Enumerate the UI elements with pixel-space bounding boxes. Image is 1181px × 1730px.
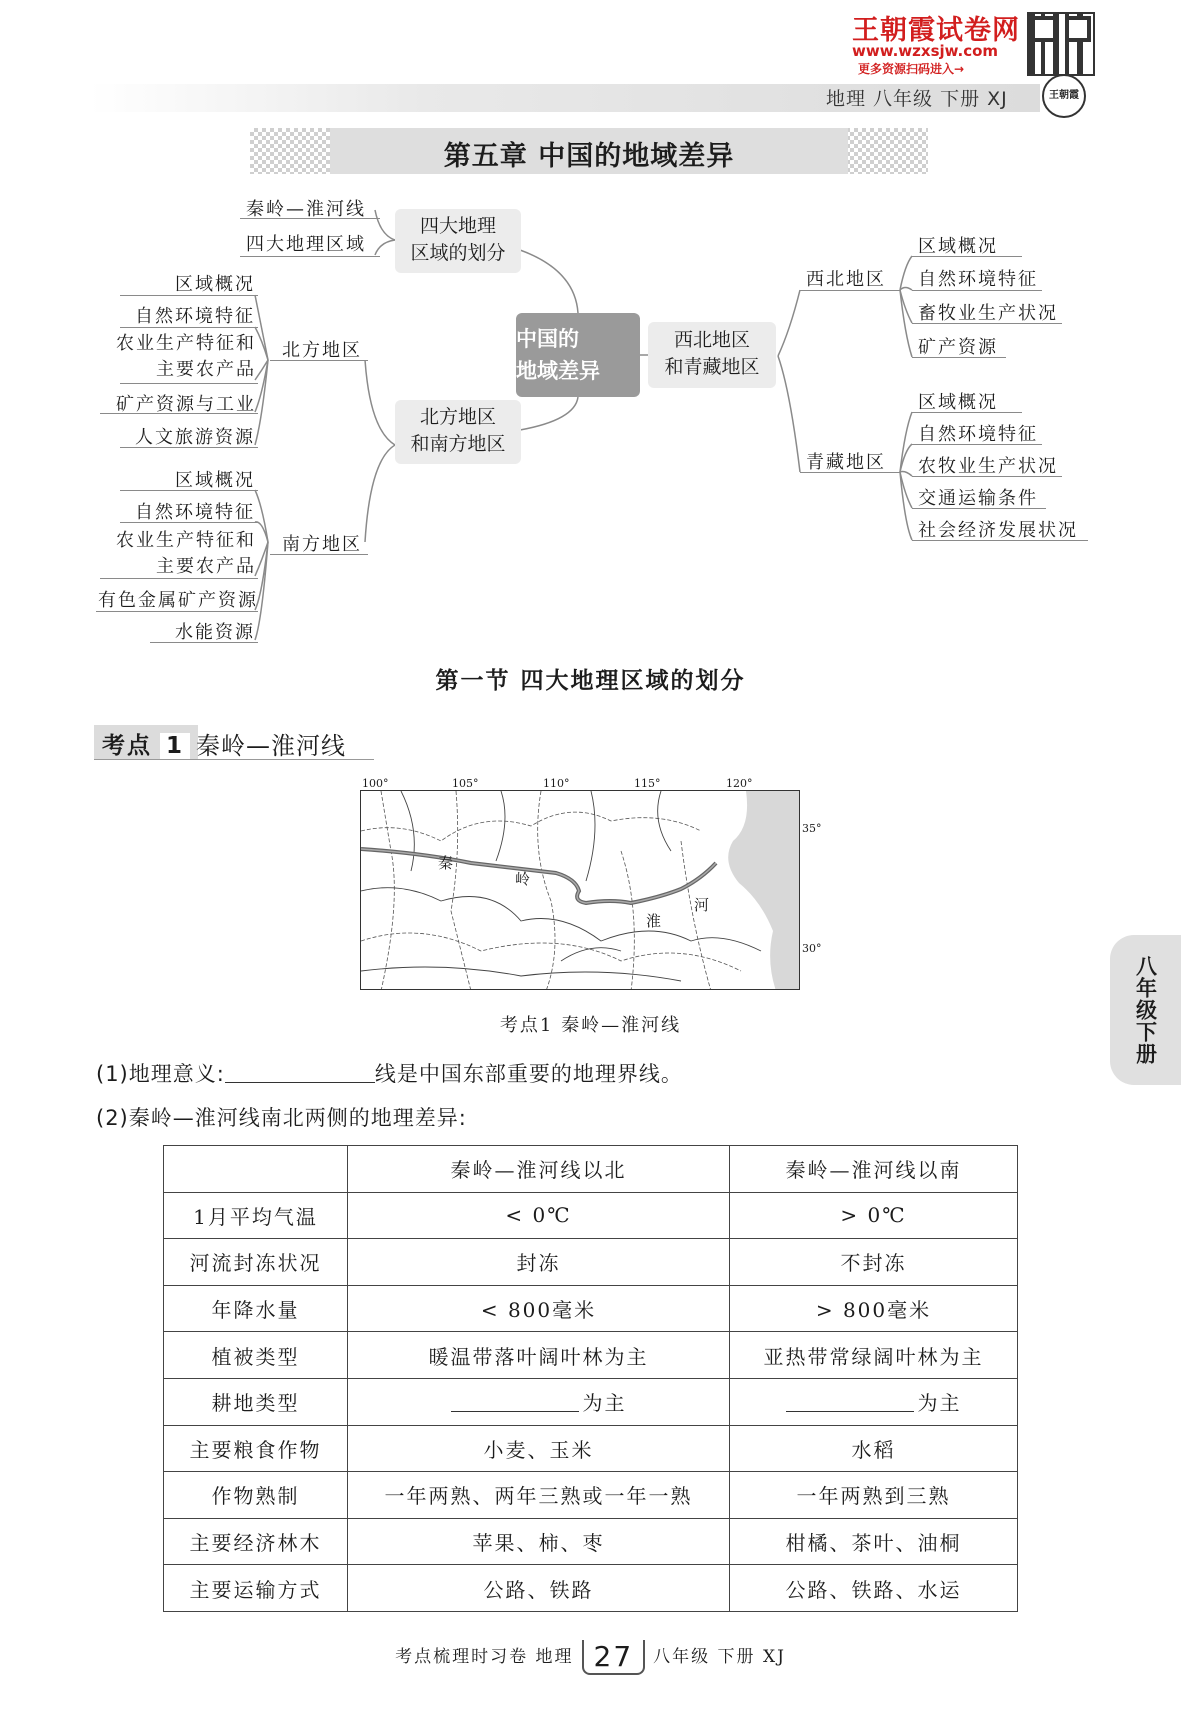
table-header-cell: 秦岭—淮河线以南: [730, 1146, 1018, 1193]
table-cell: 一年两熟到三熟: [730, 1472, 1018, 1519]
question-1: [96, 1058, 683, 1088]
north-leaf-line2: 主要农产品: [156, 359, 256, 380]
table-cell: 主要粮食作物: [164, 1425, 348, 1472]
divider: [240, 256, 380, 257]
north-leaf: [100, 331, 256, 383]
table-row: [164, 1285, 1018, 1332]
tibet-leaf: 区域概况: [918, 392, 998, 413]
north-label: 北方地区: [282, 340, 362, 361]
table-cell: 封冻: [348, 1239, 730, 1286]
q1-suffix: 线是中国东部重要的地理界线。: [374, 1062, 683, 1086]
brand-stamp-icon: 王朝霞: [1042, 74, 1086, 118]
map-lat-label: 30°: [802, 942, 822, 955]
table-cell: < 0℃: [348, 1192, 730, 1239]
map-lat-label: 35°: [802, 822, 822, 835]
mindmap-westtibet-box: [648, 322, 776, 388]
footer-left: 考点梳理时习卷 地理: [395, 1647, 574, 1667]
kp-title: 秦岭—淮河线: [196, 732, 346, 760]
northwest-leaf: 畜牧业生产状况: [918, 303, 1058, 324]
map-lon-label: 120°: [726, 777, 753, 790]
north-leaf: 矿产资源与工业: [116, 394, 256, 415]
kp-number: 1: [160, 733, 190, 759]
table-row: [164, 1378, 1018, 1425]
south-leaf: [96, 528, 256, 580]
south-leaf: 水能资源: [175, 622, 255, 643]
south-leaf: 有色金属矿产资源: [98, 590, 258, 611]
divider: [912, 323, 1062, 324]
table-cell: > 800毫米: [730, 1285, 1018, 1332]
division-leaf: 四大地理区域: [246, 234, 366, 255]
divider: [96, 611, 258, 612]
northwest-label: 西北地区: [806, 269, 886, 290]
brand-title: 王朝霞试卷网: [852, 15, 1020, 46]
map-lon-label: 115°: [634, 777, 661, 790]
map-drawing: [361, 791, 800, 990]
farmland-south-blank[interactable]: [786, 1394, 914, 1412]
mindmap-division-box: [395, 209, 521, 273]
q1-answer-blank[interactable]: [225, 1063, 375, 1083]
table-cell: 河流封冻状况: [164, 1239, 348, 1286]
table-cell: < 800毫米: [348, 1285, 730, 1332]
map-label-qin: 秦: [438, 854, 454, 872]
divider: [120, 383, 258, 384]
table-cell: 年降水量: [164, 1285, 348, 1332]
q1-prefix: (1)地理意义:: [96, 1062, 225, 1086]
table-cell: 一年两熟、两年三熟或一年一熟: [348, 1472, 730, 1519]
south-leaf-line1: 农业生产特征和: [116, 530, 256, 551]
table-cell: 柑橘、茶叶、油桐: [730, 1518, 1018, 1565]
table-header-cell: 秦岭—淮河线以北: [348, 1146, 730, 1193]
divider: [912, 412, 1022, 413]
division-box-line1: 四大地理: [419, 215, 496, 237]
table-row: [164, 1565, 1018, 1612]
section-title: 第一节 四大地理区域的划分: [435, 668, 746, 694]
tibet-leaf: 交通运输条件: [918, 488, 1038, 509]
header-meta: 地理 八年级 下册 XJ: [826, 88, 1008, 110]
northwest-leaf: 区域概况: [918, 236, 998, 257]
map-label-ling: 岭: [515, 870, 531, 888]
farmland-south-suffix: 为主: [917, 1391, 962, 1416]
table-cell: 主要运输方式: [164, 1565, 348, 1612]
comparison-table: [163, 1145, 1018, 1612]
kp-underline: [94, 759, 374, 760]
divider: [100, 413, 258, 414]
map-label-he: 河: [694, 896, 710, 914]
question-2: (2)秦岭—淮河线南北两侧的地理差异:: [96, 1106, 467, 1130]
divider: [270, 554, 368, 555]
tibet-leaf: 自然环境特征: [918, 424, 1038, 445]
divider: [800, 290, 900, 291]
page-footer: [0, 1640, 1181, 1675]
table-cell: 小麦、玉米: [348, 1425, 730, 1472]
farmland-north-suffix: 为主: [582, 1391, 627, 1416]
south-label: 南方地区: [282, 534, 362, 555]
divider: [912, 540, 1088, 541]
table-cell: 作物熟制: [164, 1472, 348, 1519]
mindmap-center: [516, 313, 640, 397]
divider: [270, 360, 368, 361]
brand-url[interactable]: www.wzxsjw.com: [852, 42, 999, 60]
farmland-north-blank[interactable]: [451, 1394, 579, 1412]
south-leaf-line2: 主要农产品: [156, 556, 256, 577]
divider: [912, 290, 1042, 291]
divider: [100, 578, 258, 579]
table-row: [164, 1192, 1018, 1239]
divider: [912, 256, 1022, 257]
table-cell: 植被类型: [164, 1332, 348, 1379]
mindmap-center-line2: 地域差异: [516, 359, 600, 383]
divider: [120, 447, 258, 448]
kp-tag: [94, 725, 198, 759]
westtibet-box-line1: 西北地区: [673, 329, 750, 351]
divider: [240, 218, 380, 219]
tibet-leaf: 社会经济发展状况: [918, 520, 1078, 541]
mindmap-northsouth-box: [395, 400, 521, 464]
table-row: [164, 1239, 1018, 1286]
divider: [912, 357, 1006, 358]
north-leaf: 人文旅游资源: [135, 427, 255, 448]
table-cell: 不封冻: [730, 1239, 1018, 1286]
map-lon-label: 105°: [452, 777, 479, 790]
divider: [912, 508, 1046, 509]
table-row: [164, 1518, 1018, 1565]
tibet-label: 青藏地区: [806, 452, 886, 473]
qinling-huaihe-map: [360, 790, 800, 990]
map-caption: 考点1 秦岭—淮河线: [499, 1015, 682, 1036]
kp-label: 考点: [102, 733, 152, 759]
south-leaf: 区域概况: [175, 470, 255, 491]
table-cell: 1月平均气温: [164, 1192, 348, 1239]
divider: [120, 522, 258, 523]
table-cell: 公路、铁路: [348, 1565, 730, 1612]
table-cell: [730, 1378, 1018, 1425]
divider: [150, 642, 258, 643]
page-number: 27: [582, 1640, 646, 1675]
division-box-line2: 区域的划分: [410, 242, 506, 264]
divider: [120, 327, 258, 328]
north-leaf-line1: 农业生产特征和: [116, 333, 256, 354]
northsouth-box-line2: 和南方地区: [410, 433, 506, 455]
northwest-leaf: 自然环境特征: [918, 269, 1038, 290]
table-row: [164, 1472, 1018, 1519]
table-row: [164, 1332, 1018, 1379]
north-leaf: 自然环境特征: [135, 306, 255, 327]
north-leaf: 区域概况: [175, 274, 255, 295]
table-cell: > 0℃: [730, 1192, 1018, 1239]
table-cell: 暖温带落叶阔叶林为主: [348, 1332, 730, 1379]
northsouth-box-line1: 北方地区: [419, 406, 496, 428]
table-cell: 公路、铁路、水运: [730, 1565, 1018, 1612]
westtibet-box-line2: 和青藏地区: [664, 356, 760, 378]
table-cell: 水稻: [730, 1425, 1018, 1472]
map-lon-label: 100°: [362, 777, 389, 790]
table-cell: 苹果、柿、枣: [348, 1518, 730, 1565]
table-header-row: [164, 1146, 1018, 1193]
map-label-huai: 淮: [646, 912, 662, 930]
divider: [912, 444, 1042, 445]
table-row: [164, 1425, 1018, 1472]
tibet-leaf: 农牧业生产状况: [918, 456, 1058, 477]
divider: [912, 476, 1062, 477]
northwest-leaf: 矿产资源: [918, 337, 998, 358]
brand-more-text: 更多资源扫码进入→: [858, 62, 965, 76]
table-cell: 主要经济林木: [164, 1518, 348, 1565]
table-cell: 亚热带常绿阔叶林为主: [730, 1332, 1018, 1379]
mindmap-center-line1: 中国的: [516, 327, 579, 351]
divider: [800, 472, 900, 473]
footer-right: 八年级 下册 XJ: [653, 1647, 786, 1667]
table-cell: 耕地类型: [164, 1378, 348, 1425]
map-lon-label: 110°: [543, 777, 570, 790]
south-leaf: 自然环境特征: [135, 502, 255, 523]
division-leaf: 秦岭—淮河线: [246, 199, 366, 220]
divider: [120, 295, 258, 296]
grade-side-tab: 八年级下册: [1110, 935, 1181, 1085]
table-header-cell: [164, 1146, 348, 1193]
table-cell: [348, 1378, 730, 1425]
chapter-title: 第五章 中国的地域差异: [443, 141, 735, 172]
divider: [120, 490, 258, 491]
